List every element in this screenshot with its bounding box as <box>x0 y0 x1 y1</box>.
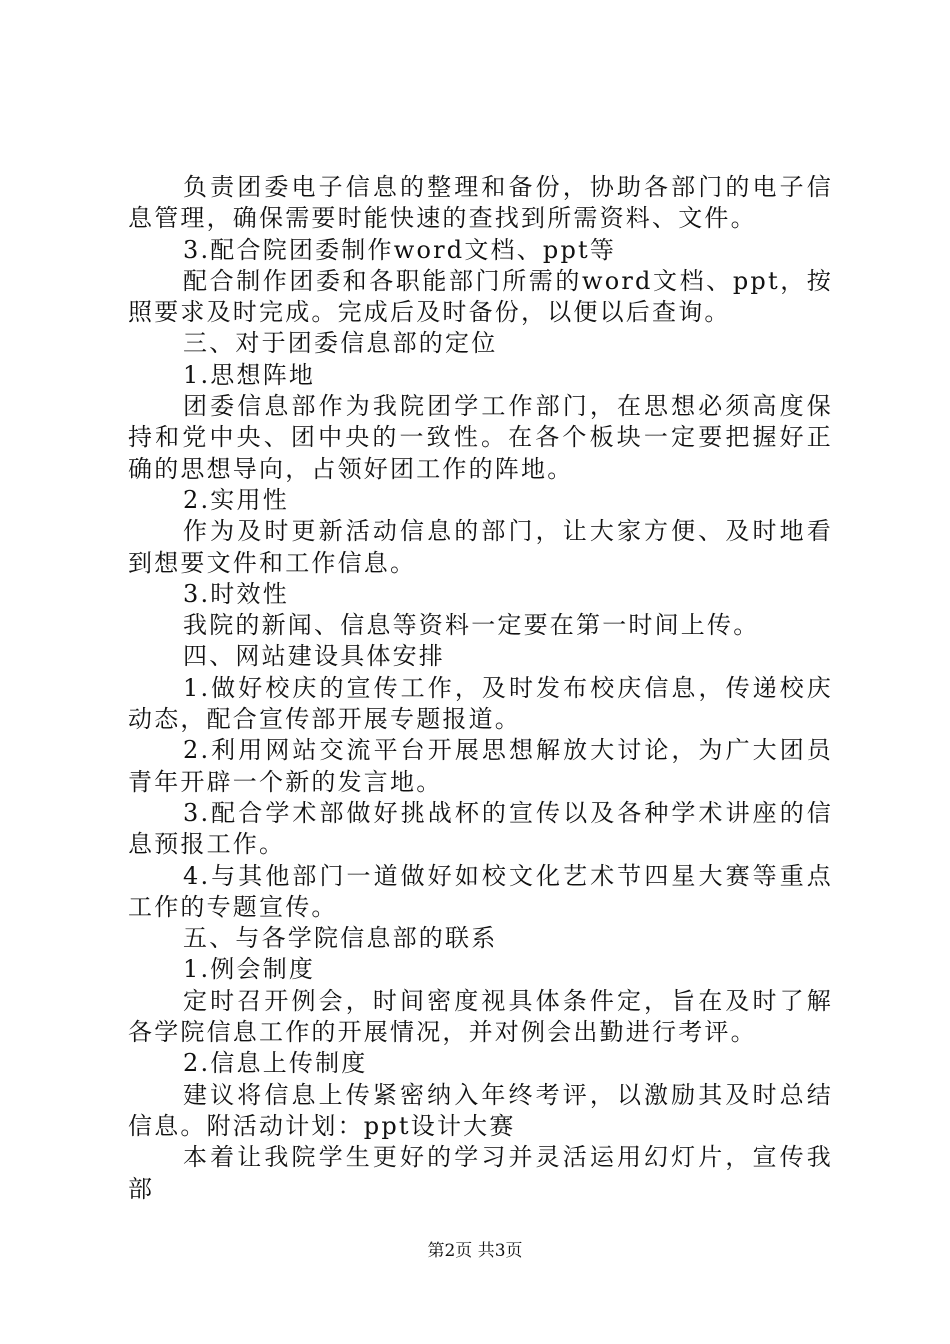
body-paragraph: 本着让我院学生更好的学习并灵活运用幻灯片，宣传我部 <box>128 1143 833 1203</box>
body-paragraph: 3.配合学术部做好挑战杯的宣传以及各种学术讲座的信息预报工作。 <box>128 798 833 859</box>
body-paragraph: 4.与其他部门一道做好如校文化艺术节四星大赛等重点工作的专题宣传。 <box>128 861 833 921</box>
section-heading: 1.例会制度 <box>183 955 316 984</box>
section-heading: 2.信息上传制度 <box>183 1049 368 1078</box>
section-heading: 四、网站建设具体安排 <box>183 642 445 671</box>
section-heading: 3.时效性 <box>183 579 289 608</box>
body-paragraph: 负责团委电子信息的整理和备份，协助各部门的电子信息管理，确保需要时能快速的查找到所需资料、文件。 <box>128 173 833 233</box>
body-paragraph: 作为及时更新活动信息的部门，让大家方便、及时地看到想要文件和工作信息。 <box>128 517 833 577</box>
body-paragraph: 团委信息部作为我院团学工作部门，在思想必须高度保持和党中央、团中央的一致性。在各个板块一定要把握好正确的思想导向，占领好团工作的阵地。 <box>128 392 833 483</box>
body-paragraph: 2.利用网站交流平台开展思想解放大讨论，为广大团员青年开辟一个新的发言地。 <box>128 736 833 796</box>
section-heading: 2.实用性 <box>183 485 289 514</box>
body-paragraph: 配合制作团委和各职能部门所需的word文档、ppt，按照要求及时完成。完成后及时备份，以便以后查询。 <box>128 266 833 327</box>
section-heading: 3.配合院团委制作word文档、ppt等 <box>183 235 617 264</box>
body-paragraph: 定时召开例会，时间密度视具体条件定，旨在及时了解各学院信息工作的开展情况，并对例会出勤进行考评。 <box>128 986 833 1047</box>
body-paragraph: 建议将信息上传紧密纳入年终考评，以激励其及时总结信息。附活动计划：ppt设计大赛 <box>128 1080 833 1140</box>
page-footer: 第2页 共3页 <box>427 1241 523 1261</box>
document-body <box>128 172 833 1205</box>
body-paragraph: 我院的新闻、信息等资料一定要在第一时间上传。 <box>183 611 760 640</box>
body-paragraph: 1.做好校庆的宣传工作，及时发布校庆信息，传递校庆动态，配合宣传部开展专题报道。 <box>128 673 833 734</box>
section-heading: 1.思想阵地 <box>183 360 316 389</box>
section-heading: 五、与各学院信息部的联系 <box>183 924 498 953</box>
section-heading: 三、对于团委信息部的定位 <box>183 329 498 358</box>
